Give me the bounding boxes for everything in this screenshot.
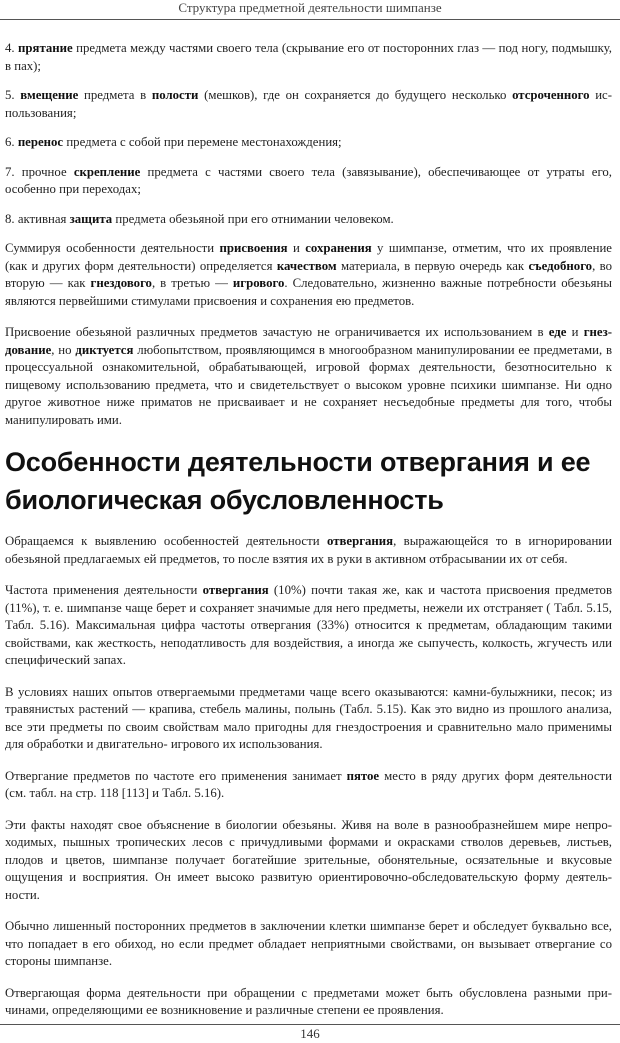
running-header [0,0,620,20]
running-title: Структура предметной деятельности шимпанзе [178,0,442,15]
list-item: 6. перенос предмета с собой при перемене местонахождения; [5,135,342,149]
paragraph: Обычно лишенный посторонних предметов в заключении клетки шимпанзе берет и обследует буквально все, что попадает в его обиход, но если предмет обладает неприятными свойствами, он вызывает отвергание со стороны шимпанзе. [5,919,612,968]
paragraph: Присвоение обезьяной различных предметов зачастую не ограничивается их использованием в еде и гнездование, но диктуется любопытством, проявляющимся в многообразном манипулировании ее предметами, в процессуальной ознакомительной, обрабатывающей, игровой формах деятельности, безотносительно к пищевому использованию предмета, что и свидетельствует о высоком уровне психики шимпанзе. Ни одно другое животное ниже приматов не присваивает и не сохраняет несъедобные предметы для того, чтобы манипулировать ими. [5,325,612,427]
paragraph: Суммируя особенности деятельности присвоения и сохранения у шимпанзе, отметим, что их проявление (как и других форм деятельности) определяется качеством материала, в первую очередь как съедобного, во вторую — как гнездового, в третью — игрового. Следовательно, жизненно важные потребности обезьяны являются первейшими стимулами присвоения и сохранения ею предметов. [5,241,612,308]
paragraph: Отвергание предметов по частоте его применения занимает пятое место в ряду других форм деятельности (см. табл. на стр. 118 [113] и Табл. 5.16). [5,768,612,800]
header-divider [0,19,620,20]
page-body [5,40,612,1034]
section-heading: Особенности деятельности отвергания и ее биологическая обусловленность [5,447,591,515]
footer-divider [0,1024,620,1025]
paragraph: Частота применения деятельности отвергания (10%) почти такая же, как и частота присвоения предметов (11%), т. е. шимпанзе чаще берет и сохраняет значимые для него предметы, нежели их отстраняет ( Табл. 5.15, Табл. 5.16). Максимальная цифра частоты отвергания (33%) относится к предметам, обладающим такими свойствами, как жесткость, неподатливость для воздействия, а иногда же сыпучесть, колкость, жгучесть или специфический запах. [5,583,612,667]
list-item: 8. активная защита предмета обезьяной при его отнимании человеком. [5,211,394,226]
list-item: 7. прочное скрепление предмета с частями своего тела (завязывание), обеспечивающее от утраты его, особенно при переходах; [5,164,612,196]
paragraph: В условиях наших опытов отвергаемыми предметами чаще всего оказываются: камни-булыжники, песок; из травянистых растений — крапива, стебель малины, полынь (Табл. 5.15). Как это видно из прошлого анализа, все эти предметы по своим свойствам мало пригодны для гнездостроения и сравнительно мало применимы для обработки и двигательно- игрового их использования. [5,684,612,751]
paragraph: Эти факты находят свое объяснение в биологии обезьяны. Живя на воле в разнообразнейшем мире непроходимых, пышных тропических лесов с причудливыми формами и окрасками стволов деревьев, листьев, плодов и цветов, шимпанзе получает богатейшие зрительные, обонятельные, осязательные и вкусовые ощущения и восприятия. Он имеет высоко развитую ориентировочно-обследовательскую форму деятельности. [5,817,612,902]
page-number: 146 [300,1026,320,1041]
paragraph: Отвергающая форма деятельности при обращении с предметами может быть обусловлена разными причинами, определяющими ее возникновение и различные степени ее проявления. [5,985,612,1017]
list-item: 5. вмещение предмета в полости (мешков), где он сохраняется до будущего несколько отсроченного использования; [5,88,613,120]
list-item: 4. прятание предмета между частями своего тела (скрывание его от посторонних глаз — под ногу, подмышку, в пах); [5,41,612,73]
paragraph: Обращаемся к выявлению особенностей деятельности отвергания, выражающейся то в игнорировании обезьяной предлагаемых ей предметов, то после взятия их в руки в активном отбрасывании их от себя. [5,534,612,566]
